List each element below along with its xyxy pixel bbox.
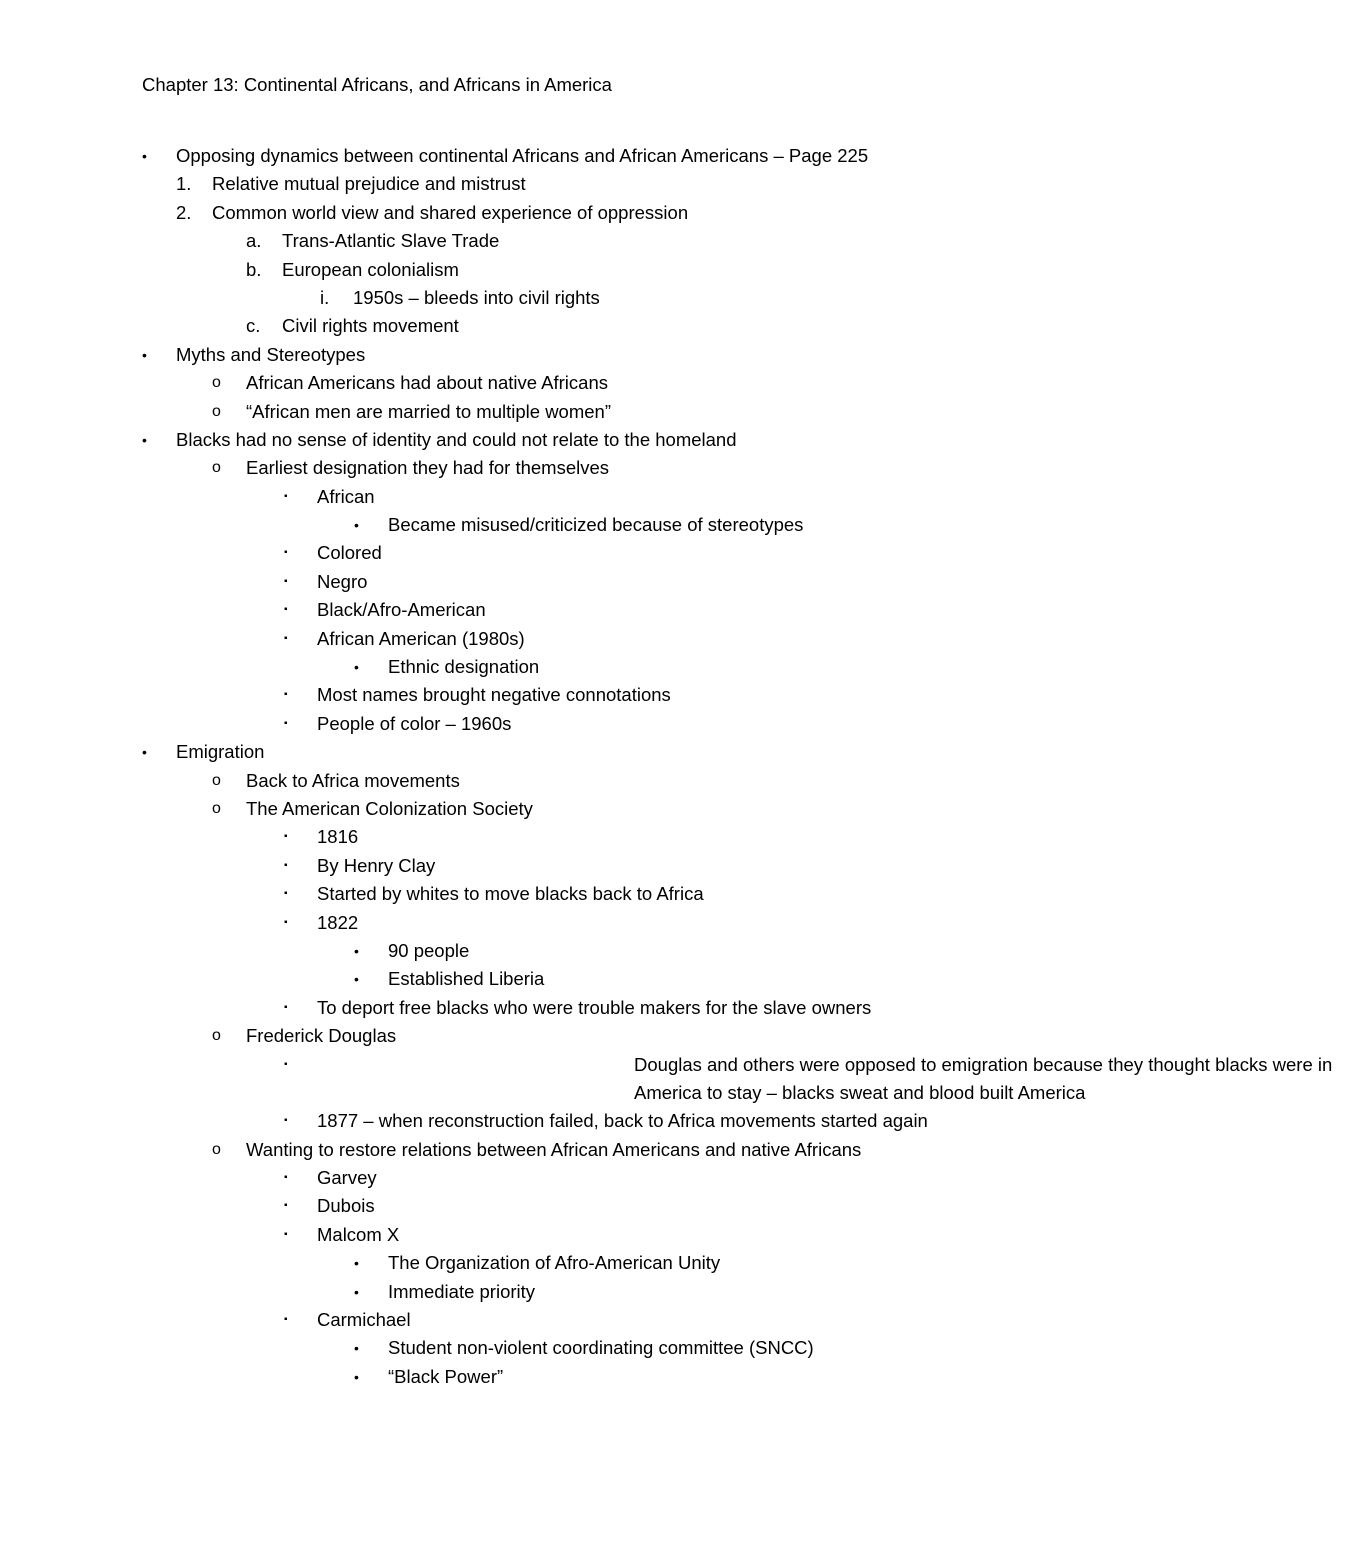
list-item-text: Civil rights movement xyxy=(282,315,459,337)
list-item-text: Common world view and shared experience of oppression xyxy=(212,201,689,223)
list-item xyxy=(0,369,1200,397)
list-marker: o xyxy=(212,1140,221,1158)
list-item-text: Colored xyxy=(317,542,382,564)
list-item xyxy=(0,710,1200,738)
list-marker: 2. xyxy=(176,201,192,223)
list-marker: o xyxy=(212,799,221,817)
list-item-text: Dubois xyxy=(317,1195,375,1217)
list-item-text: Established Liberia xyxy=(388,968,545,990)
list-item xyxy=(0,1334,1200,1362)
list-marker: • xyxy=(354,942,359,959)
list-item xyxy=(0,681,1200,709)
list-item xyxy=(0,568,1200,596)
list-item-text: 1822 xyxy=(317,911,359,933)
list-item xyxy=(0,539,1200,567)
list-item-text: By Henry Clay xyxy=(317,854,436,876)
list-item-text: Became misused/criticized because of stereotypes xyxy=(388,514,804,536)
list-item-text: 1950s – bleeds into civil rights xyxy=(353,286,600,308)
list-item-text: “Black Power” xyxy=(388,1365,504,1387)
list-item xyxy=(0,199,1200,227)
list-item xyxy=(0,341,1200,369)
list-item xyxy=(0,1363,1200,1391)
list-item-text: Black/Afro-American xyxy=(317,599,486,621)
list-marker: o xyxy=(212,459,221,477)
list-marker: o xyxy=(212,771,221,789)
list-item-text: Relative mutual prejudice and mistrust xyxy=(212,173,526,195)
list-marker: ▪ xyxy=(284,1228,288,1240)
list-item xyxy=(0,823,1200,851)
list-item xyxy=(0,256,1200,284)
list-item xyxy=(0,483,1200,511)
list-marker: b. xyxy=(246,258,262,280)
list-item xyxy=(0,880,1200,908)
list-marker: • xyxy=(142,148,147,164)
list-item xyxy=(0,398,1200,426)
list-item xyxy=(0,937,1200,965)
list-item xyxy=(0,284,1200,312)
list-marker: 1. xyxy=(176,173,192,195)
list-item xyxy=(0,1306,1200,1334)
list-item xyxy=(0,454,1200,482)
list-marker: ▪ xyxy=(284,575,288,587)
list-item-text: African Americans had about native Africans xyxy=(246,372,608,394)
list-marker: ▪ xyxy=(284,859,288,871)
list-item xyxy=(0,312,1200,340)
list-item xyxy=(0,1107,1200,1135)
list-item xyxy=(0,767,1200,795)
list-marker: • xyxy=(142,431,147,448)
list-marker: a. xyxy=(246,230,262,252)
list-marker: ▪ xyxy=(284,1200,288,1212)
list-marker: ▪ xyxy=(284,604,288,616)
list-marker: ▪ xyxy=(284,1314,288,1326)
list-item-text: European colonialism xyxy=(282,258,459,280)
list-marker: • xyxy=(354,659,359,676)
list-item xyxy=(0,994,1200,1022)
list-item-text: Blacks had no sense of identity and could not relate to the homeland xyxy=(176,428,737,450)
list-item xyxy=(0,1278,1200,1306)
list-item xyxy=(0,227,1200,255)
list-item-text: Negro xyxy=(317,570,368,592)
list-item-text: Wanting to restore relations between African Americans and native Africans xyxy=(246,1138,862,1160)
list-item xyxy=(0,1051,1333,1108)
list-item-text: Started by whites to move blacks back to Africa xyxy=(317,883,704,905)
list-item xyxy=(0,852,1200,880)
list-marker: ▪ xyxy=(284,689,288,701)
list-marker: • xyxy=(354,1255,359,1272)
list-marker: • xyxy=(354,517,359,534)
list-marker: ▪ xyxy=(284,1172,288,1184)
list-marker: ▪ xyxy=(284,831,288,843)
list-item-text: 1877 – when reconstruction failed, back to Africa movements started again xyxy=(317,1110,928,1132)
list-item-text: Immediate priority xyxy=(388,1280,536,1302)
list-item-text: The Organization of Afro-American Unity xyxy=(388,1252,721,1274)
list-item xyxy=(0,965,1200,993)
list-marker: o xyxy=(212,374,221,392)
list-item-text: Emigration xyxy=(176,741,265,763)
list-item xyxy=(0,426,1200,454)
list-item-text: Malcom X xyxy=(317,1223,400,1245)
list-item-text: Trans-Atlantic Slave Trade xyxy=(282,230,500,252)
list-item xyxy=(0,653,1200,681)
list-marker: ▪ xyxy=(284,916,288,928)
list-item-text: Opposing dynamics between continental Africans and African Americans – Page 225 xyxy=(176,145,869,166)
list-marker: ▪ xyxy=(284,490,288,502)
list-marker: • xyxy=(142,744,147,761)
list-item xyxy=(0,795,1200,823)
outline-list xyxy=(0,142,1333,1391)
list-item xyxy=(0,1164,1200,1192)
list-item xyxy=(0,1221,1200,1249)
list-marker: i. xyxy=(320,286,330,308)
list-marker: ▪ xyxy=(284,888,288,900)
list-item xyxy=(0,738,1200,766)
list-marker: ▪ xyxy=(284,1058,288,1070)
list-marker: ▪ xyxy=(284,717,288,729)
list-marker: c. xyxy=(246,315,261,337)
list-marker: ▪ xyxy=(284,1115,288,1127)
list-item xyxy=(0,1249,1200,1277)
list-item-text: The American Colonization Society xyxy=(246,797,533,819)
list-item xyxy=(0,1136,1200,1164)
list-marker: ▪ xyxy=(284,1001,288,1013)
list-item xyxy=(0,625,1200,653)
list-item-text: 1816 xyxy=(317,826,359,848)
list-item-text: Garvey xyxy=(317,1167,377,1189)
list-item-text: To deport free blacks who were trouble makers for the slave owners xyxy=(317,996,872,1018)
list-item-text: African American (1980s) xyxy=(317,627,525,649)
list-item-text: Douglas and others were opposed to emigration because they thought blacks were in America to stay – blacks sweat and blood built America xyxy=(634,1053,1333,1103)
list-item-text: “African men are married to multiple women” xyxy=(246,400,611,422)
list-item-text: Carmichael xyxy=(317,1309,411,1331)
list-item-text: Most names brought negative connotations xyxy=(317,684,671,706)
list-item-text: Back to Africa movements xyxy=(246,769,460,791)
list-item-text: Ethnic designation xyxy=(388,656,540,678)
list-item xyxy=(0,909,1200,937)
list-item-text: Frederick Douglas xyxy=(246,1025,397,1047)
list-marker: • xyxy=(354,1283,359,1300)
list-item-text: Myths and Stereotypes xyxy=(176,343,366,365)
list-item xyxy=(0,596,1200,624)
list-marker: o xyxy=(212,1027,221,1045)
list-item-text: African xyxy=(317,485,375,507)
list-marker: • xyxy=(354,1340,359,1357)
list-item-text: Student non-violent coordinating committee (SNCC) xyxy=(388,1337,814,1359)
list-marker: o xyxy=(212,402,221,420)
list-item-text: People of color – 1960s xyxy=(317,712,512,734)
list-item xyxy=(0,142,1200,170)
list-item xyxy=(0,1192,1200,1220)
list-item-text: 90 people xyxy=(388,939,470,961)
list-marker: ▪ xyxy=(284,632,288,644)
list-marker: • xyxy=(354,1368,359,1385)
list-marker: ▪ xyxy=(284,547,288,559)
page-title: Chapter 13: Continental Africans, and Africans in America xyxy=(142,74,612,95)
list-marker: • xyxy=(354,971,359,988)
list-item-text: Earliest designation they had for themselves xyxy=(246,457,610,479)
list-item xyxy=(0,1022,1200,1050)
list-marker: • xyxy=(142,346,147,363)
list-item xyxy=(0,170,1200,198)
list-item xyxy=(0,511,1200,539)
